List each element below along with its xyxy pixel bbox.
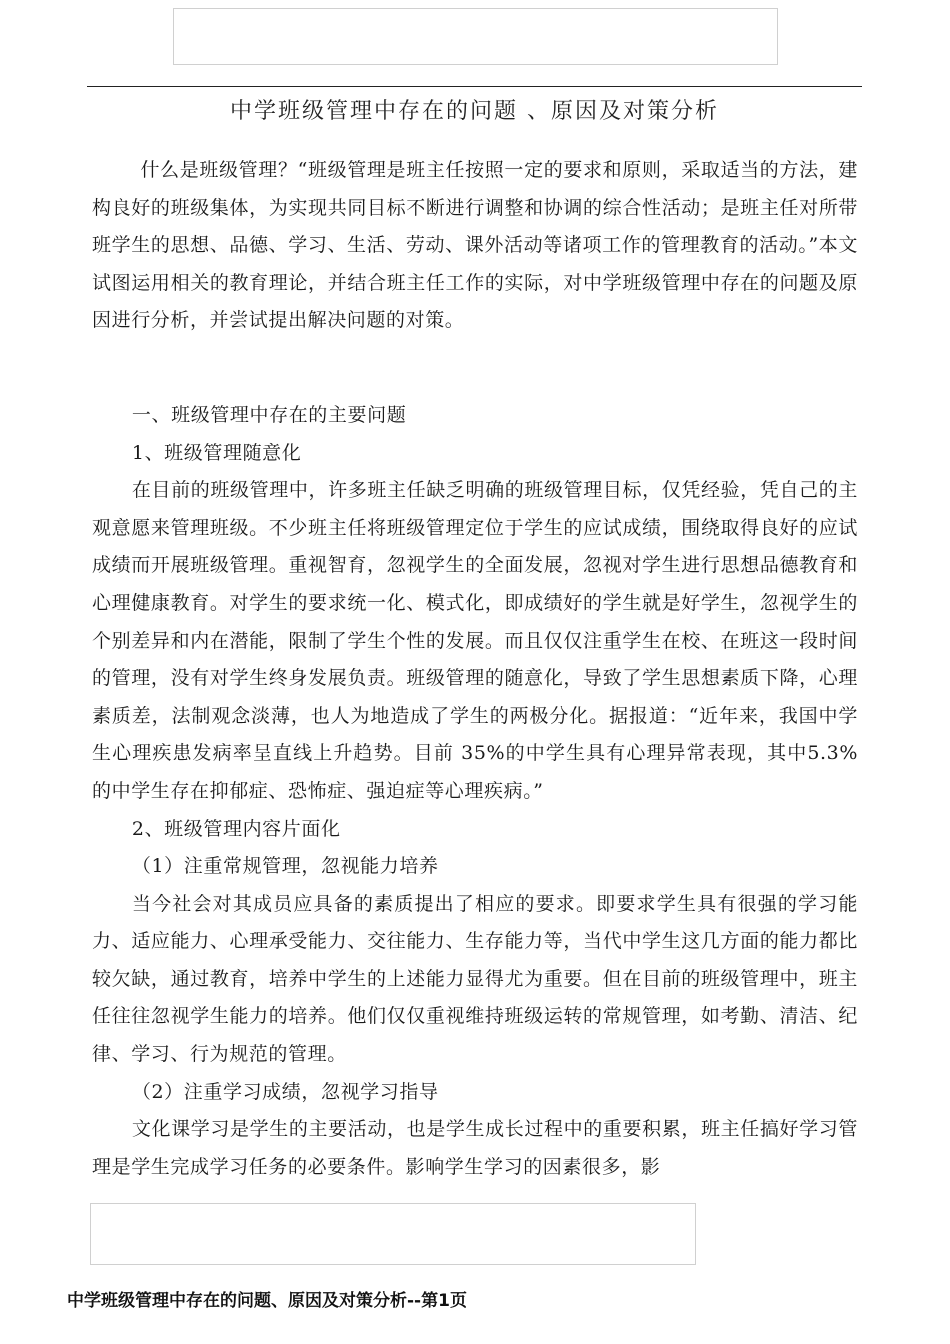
header-box xyxy=(173,8,778,65)
item-heading: （2）注重学习成绩，忽视学习指导 xyxy=(131,1080,439,1103)
subsection-heading: 1、班级管理随意化 xyxy=(131,441,302,464)
section-heading: 一、班级管理中存在的主要问题 xyxy=(131,403,407,426)
intro-paragraph: 什么是班级管理？“班级管理是班主任按照一定的要求和原则，采取适当的方法，建构良好的班级集体，为实现共同目标不断进行调整和协调的综合性活动；是班主任对所带班学生的思想、品德、学习、生活、劳动、课外活动等诸项工作的管理教育的活动。”本文试图运用相关的教育理论，并结合班主任工作的实际，对中学班级管理中存在的问题及原因进行分析，并尝试提出解决问题的对策。 xyxy=(92,159,858,332)
paragraph: 当今社会对其成员应具备的素质提出了相应的要求。即要求学生具有很强的学习能力、适应能力、心理承受能力、交往能力、生存能力等，当代中学生这几方面的能力都比较欠缺，通过教育，培养中学生的上述能力显得尤为重要。但在目前的班级管理中，班主任往往忽视学生能力的培养。他们仅仅重视维持班级运转的常规管理，如考勤、清洁、纪律、学习、行为规范的管理。 xyxy=(92,892,858,1066)
item-heading: （1）注重常规管理，忽视能力培养 xyxy=(131,855,439,878)
subsection-heading: 2、班级管理内容片面化 xyxy=(131,817,341,840)
paragraph: 文化课学习是学生的主要活动，也是学生成长过程中的重要积累，班主任搞好学习管理是学生完成学习任务的必要条件。影响学生学习的因素很多，影 xyxy=(92,1118,858,1178)
spacer xyxy=(92,340,858,397)
document-body xyxy=(92,152,858,1186)
page-footer: 中学班级管理中存在的问题、原因及对策分析--第1页 xyxy=(67,1291,467,1311)
footer-box xyxy=(90,1203,696,1265)
header-rule xyxy=(87,86,862,87)
document-title: 中学班级管理中存在的问题 、原因及对策分析 xyxy=(230,99,719,124)
paragraph: 在目前的班级管理中，许多班主任缺乏明确的班级管理目标，仅凭经验，凭自己的主观意愿来管理班级。不少班主任将班级管理定位于学生的应试成绩，围绕取得良好的应试成绩而开展班级管理。重视智育，忽视学生的全面发展，忽视对学生进行思想品德教育和心理健康教育。对学生的要求统一化、模式化，即成绩好的学生就是好学生，忽视学生的个别差异和内在潜能，限制了学生个性的发展。而且仅仅注重学生在校、在班这一段时间的管理，没有对学生终身发展负责。班级管理的随意化，导致了学生思想素质下降，心理素质差，法制观念淡薄，也人为地造成了学生的两极分化。据报道：“近年来，我国中学生心理疾患发病率呈直线上升趋势。目前 35%的中学生具有心理异常表现，其中5.3%的中学生存在抑郁症、恐怖症、强迫症等心理疾病。” xyxy=(92,479,858,802)
